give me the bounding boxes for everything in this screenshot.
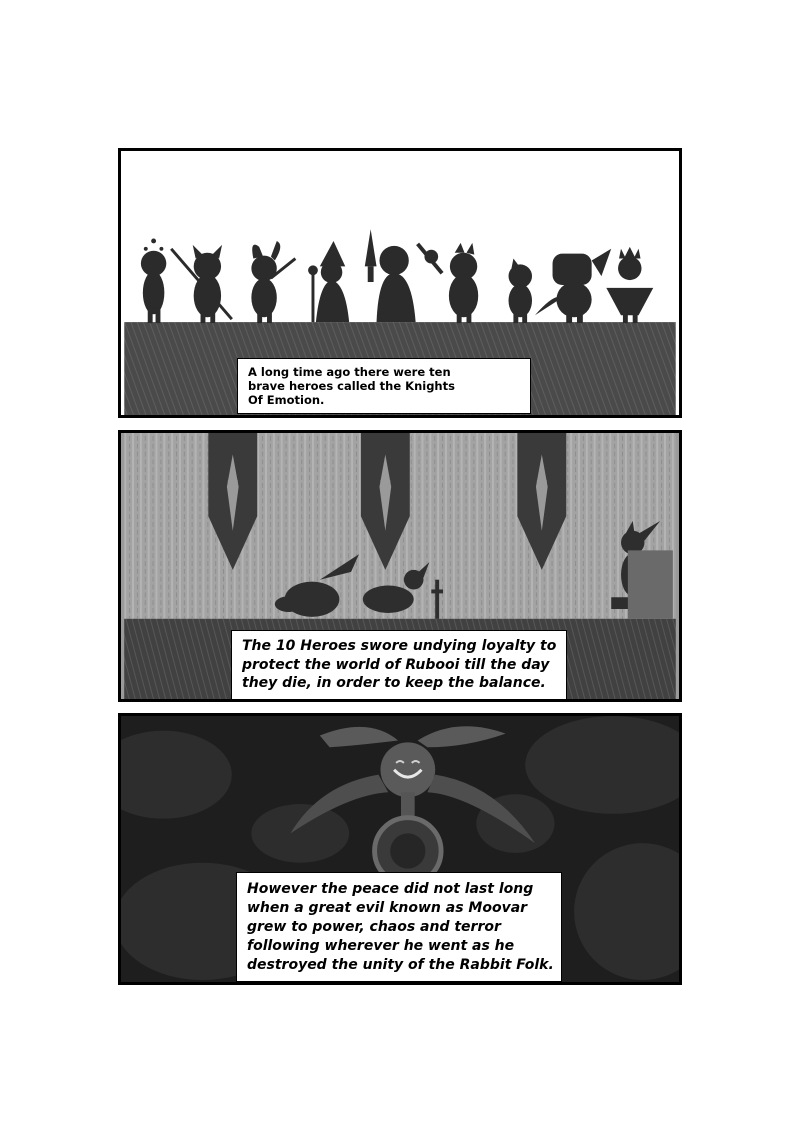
knight-silhouette: [418, 243, 479, 323]
knight-silhouette: [251, 241, 295, 323]
panel-heroes-loyalty: [118, 430, 682, 702]
caption-box: [237, 358, 531, 414]
knight-silhouette: [365, 229, 416, 322]
caption-line: protect the world of Rubooi till the day: [242, 656, 550, 673]
moovar-silhouette: [290, 726, 534, 884]
caption-line: when a great evil known as Moovar: [247, 900, 528, 916]
caption-box: [236, 872, 562, 982]
knight-silhouette: [606, 247, 653, 323]
caption-line: following wherever he went as he: [247, 938, 515, 954]
caption-line: A long time ago there were ten: [248, 365, 451, 379]
knight-silhouette: [171, 245, 232, 323]
caption-line: they die, in order to keep the balance.: [242, 675, 546, 691]
caption-line: Of Emotion.: [248, 393, 325, 407]
caption-line: However the peace did not last long: [247, 881, 534, 897]
knight-silhouette: [509, 259, 532, 324]
panel-knights: [118, 148, 682, 418]
caption-box: [231, 630, 567, 702]
caption-line: The 10 Heroes swore undying loyalty to: [242, 638, 557, 654]
caption-line: brave heroes called the Knights: [248, 379, 455, 393]
knight-silhouette: [308, 241, 349, 322]
knight-silhouette: [141, 239, 166, 324]
knight-silhouette: [535, 249, 611, 323]
caption-line: grew to power, chaos and terror: [247, 919, 501, 935]
caption-line: destroyed the unity of the Rabbit Folk.: [247, 957, 554, 973]
panel-moovar: [118, 713, 682, 985]
